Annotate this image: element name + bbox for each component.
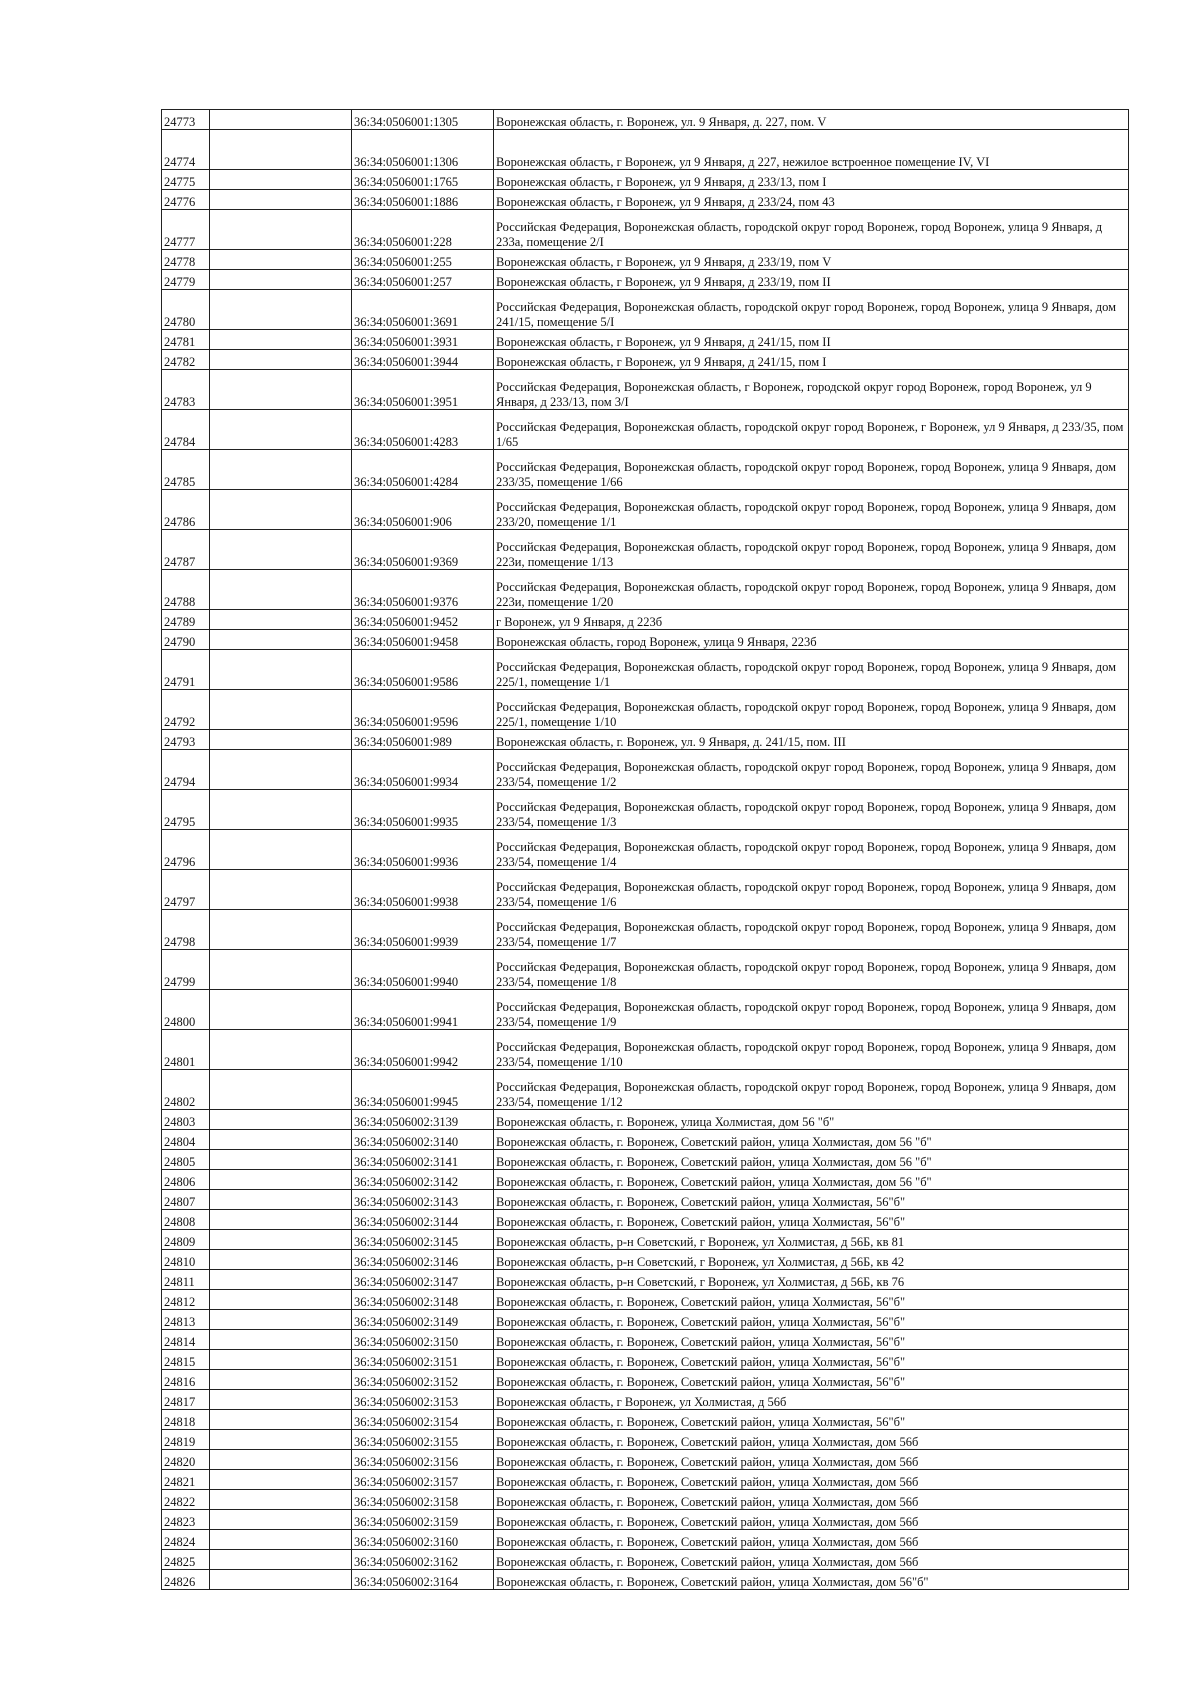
- address-cell: Воронежская область, г Воронеж, ул 9 Января, д 233/19, пом V: [494, 250, 1129, 270]
- row-number-cell: 24809: [162, 1230, 210, 1250]
- table-row: [162, 410, 1129, 450]
- cadastral-number-cell: 36:34:0506001:3951: [352, 370, 494, 410]
- empty-cell: [210, 1190, 352, 1210]
- row-number-cell: 24819: [162, 1430, 210, 1450]
- empty-cell: [210, 1410, 352, 1430]
- cadastral-number-cell: 36:34:0506001:9452: [352, 610, 494, 630]
- table-row: [162, 370, 1129, 410]
- address-cell: Воронежская область, р-н Советский, г Воронеж, ул Холмистая, д 56Б, кв 42: [494, 1250, 1129, 1270]
- row-number-cell: 24792: [162, 690, 210, 730]
- empty-cell: [210, 1570, 352, 1590]
- empty-cell: [210, 110, 352, 130]
- cadastral-number-cell: 36:34:0506002:3160: [352, 1530, 494, 1550]
- row-number-cell: 24784: [162, 410, 210, 450]
- property-table: [161, 109, 1129, 1590]
- row-number-cell: 24790: [162, 630, 210, 650]
- cadastral-number-cell: 36:34:0506001:989: [352, 730, 494, 750]
- empty-cell: [210, 1530, 352, 1550]
- cadastral-number-cell: 36:34:0506002:3159: [352, 1510, 494, 1530]
- cadastral-number-cell: 36:34:0506002:3157: [352, 1470, 494, 1490]
- address-cell: Воронежская область, г. Воронеж, улица Холмистая, дом 56 "б": [494, 1110, 1129, 1130]
- empty-cell: [210, 950, 352, 990]
- address-cell: Российская Федерация, Воронежская область, городской округ город Воронеж, город Воронеж, улица 9 Января, д 233а, помещение 2/I: [494, 210, 1129, 250]
- cadastral-number-cell: 36:34:0506002:3139: [352, 1110, 494, 1130]
- address-cell: Воронежская область, г. Воронеж, Советский район, улица Холмистая, 56"б": [494, 1310, 1129, 1330]
- cadastral-number-cell: 36:34:0506001:1305: [352, 110, 494, 130]
- empty-cell: [210, 1270, 352, 1290]
- empty-cell: [210, 1430, 352, 1450]
- cadastral-number-cell: 36:34:0506001:3931: [352, 330, 494, 350]
- table-row: [162, 950, 1129, 990]
- table-row: [162, 1410, 1129, 1430]
- row-number-cell: 24805: [162, 1150, 210, 1170]
- table-row: [162, 250, 1129, 270]
- address-cell: Воронежская область, г. Воронеж, Советский район, улица Холмистая, дом 56 "б": [494, 1130, 1129, 1150]
- empty-cell: [210, 650, 352, 690]
- address-cell: Воронежская область, г. Воронеж, Советский район, улица Холмистая, дом 56 "б": [494, 1150, 1129, 1170]
- row-number-cell: 24773: [162, 110, 210, 130]
- cadastral-number-cell: 36:34:0506001:255: [352, 250, 494, 270]
- row-number-cell: 24806: [162, 1170, 210, 1190]
- address-cell: Воронежская область, г. Воронеж, Советский район, улица Холмистая, дом 56б: [494, 1490, 1129, 1510]
- address-cell: Российская Федерация, Воронежская область, городской округ город Воронеж, город Воронеж, улица 9 Января, дом 233/54, помещение 1/8: [494, 950, 1129, 990]
- table-row: [162, 110, 1129, 130]
- address-cell: Воронежская область, г Воронеж, ул Холмистая, д 56б: [494, 1390, 1129, 1410]
- address-cell: Воронежская область, г. Воронеж, Советский район, улица Холмистая, дом 56б: [494, 1550, 1129, 1570]
- cadastral-number-cell: 36:34:0506001:3944: [352, 350, 494, 370]
- row-number-cell: 24776: [162, 190, 210, 210]
- empty-cell: [210, 1450, 352, 1470]
- table-row: [162, 1370, 1129, 1390]
- cadastral-number-cell: 36:34:0506002:3147: [352, 1270, 494, 1290]
- row-number-cell: 24817: [162, 1390, 210, 1410]
- table-row: [162, 1270, 1129, 1290]
- cadastral-number-cell: 36:34:0506001:1765: [352, 170, 494, 190]
- cadastral-number-cell: 36:34:0506001:1306: [352, 130, 494, 170]
- table-row: [162, 1530, 1129, 1550]
- empty-cell: [210, 1230, 352, 1250]
- empty-cell: [210, 1150, 352, 1170]
- table-row: [162, 490, 1129, 530]
- address-cell: Воронежская область, г Воронеж, ул 9 Января, д 241/15, пом II: [494, 330, 1129, 350]
- empty-cell: [210, 210, 352, 250]
- address-cell: Российская Федерация, Воронежская область, городской округ город Воронеж, город Воронеж, улица 9 Января, дом 233/20, помещение 1/1: [494, 490, 1129, 530]
- cadastral-number-cell: 36:34:0506001:9369: [352, 530, 494, 570]
- row-number-cell: 24812: [162, 1290, 210, 1310]
- address-cell: Российская Федерация, Воронежская область, городской округ город Воронеж, город Воронеж, улица 9 Января, дом 233/54, помещение 1/6: [494, 870, 1129, 910]
- cadastral-number-cell: 36:34:0506001:9942: [352, 1030, 494, 1070]
- row-number-cell: 24800: [162, 990, 210, 1030]
- table-row: [162, 1510, 1129, 1530]
- address-cell: г Воронеж, ул 9 Января, д 223б: [494, 610, 1129, 630]
- row-number-cell: 24796: [162, 830, 210, 870]
- address-cell: Воронежская область, г. Воронеж, Советский район, улица Холмистая, дом 56б: [494, 1450, 1129, 1470]
- address-cell: Российская Федерация, Воронежская область, городской округ город Воронеж, г Воронеж, ул 9 Января, д 233/35, пом 1/65: [494, 410, 1129, 450]
- cadastral-number-cell: 36:34:0506002:3140: [352, 1130, 494, 1150]
- table-row: [162, 210, 1129, 250]
- row-number-cell: 24822: [162, 1490, 210, 1510]
- row-number-cell: 24825: [162, 1550, 210, 1570]
- address-cell: Российская Федерация, Воронежская область, г Воронеж, городской округ город Воронеж, город Воронеж, ул 9 Января, д 233/13, пом 3/I: [494, 370, 1129, 410]
- address-cell: Воронежская область, г. Воронеж, Советский район, улица Холмистая, дом 56б: [494, 1430, 1129, 1450]
- row-number-cell: 24813: [162, 1310, 210, 1330]
- empty-cell: [210, 910, 352, 950]
- cadastral-number-cell: 36:34:0506002:3145: [352, 1230, 494, 1250]
- empty-cell: [210, 1470, 352, 1490]
- address-cell: Российская Федерация, Воронежская область, городской округ город Воронеж, город Воронеж, улица 9 Января, дом 233/54, помещение 1/10: [494, 1030, 1129, 1070]
- empty-cell: [210, 370, 352, 410]
- row-number-cell: 24788: [162, 570, 210, 610]
- table-row: [162, 1150, 1129, 1170]
- cadastral-number-cell: 36:34:0506001:4284: [352, 450, 494, 490]
- cadastral-number-cell: 36:34:0506002:3142: [352, 1170, 494, 1190]
- address-cell: Воронежская область, г. Воронеж, Советский район, улица Холмистая, 56"б": [494, 1210, 1129, 1230]
- row-number-cell: 24826: [162, 1570, 210, 1590]
- cadastral-number-cell: 36:34:0506001:9940: [352, 950, 494, 990]
- row-number-cell: 24785: [162, 450, 210, 490]
- address-cell: Воронежская область, р-н Советский, г Воронеж, ул Холмистая, д 56Б, кв 81: [494, 1230, 1129, 1250]
- address-cell: Российская Федерация, Воронежская область, городской округ город Воронеж, город Воронеж, улица 9 Января, дом 233/54, помещение 1/2: [494, 750, 1129, 790]
- address-cell: Воронежская область, г. Воронеж, Советский район, улица Холмистая, дом 56б: [494, 1530, 1129, 1550]
- empty-cell: [210, 490, 352, 530]
- empty-cell: [210, 790, 352, 830]
- empty-cell: [210, 1510, 352, 1530]
- row-number-cell: 24808: [162, 1210, 210, 1230]
- empty-cell: [210, 1170, 352, 1190]
- table-row: [162, 1030, 1129, 1070]
- empty-cell: [210, 730, 352, 750]
- table-row: [162, 1170, 1129, 1190]
- address-cell: Воронежская область, г. Воронеж, Советский район, улица Холмистая, дом 56б: [494, 1510, 1129, 1530]
- empty-cell: [210, 830, 352, 870]
- table-row: [162, 610, 1129, 630]
- table-row: [162, 1310, 1129, 1330]
- table-row: [162, 1110, 1129, 1130]
- empty-cell: [210, 610, 352, 630]
- cadastral-number-cell: 36:34:0506001:9939: [352, 910, 494, 950]
- cadastral-number-cell: 36:34:0506001:9936: [352, 830, 494, 870]
- table-row: [162, 730, 1129, 750]
- address-cell: Российская Федерация, Воронежская область, городской округ город Воронеж, город Воронеж, улица 9 Января, дом 223и, помещение 1/20: [494, 570, 1129, 610]
- empty-cell: [210, 870, 352, 910]
- table-row: [162, 1490, 1129, 1510]
- address-cell: Воронежская область, г Воронеж, ул 9 Января, д 233/13, пом I: [494, 170, 1129, 190]
- row-number-cell: 24786: [162, 490, 210, 530]
- address-cell: Воронежская область, р-н Советский, г Воронеж, ул Холмистая, д 56Б, кв 76: [494, 1270, 1129, 1290]
- address-cell: Воронежская область, г Воронеж, ул 9 Января, д 233/24, пом 43: [494, 190, 1129, 210]
- row-number-cell: 24814: [162, 1330, 210, 1350]
- address-cell: Российская Федерация, Воронежская область, городской округ город Воронеж, город Воронеж, улица 9 Января, дом 233/54, помещение 1/7: [494, 910, 1129, 950]
- row-number-cell: 24821: [162, 1470, 210, 1490]
- address-cell: Воронежская область, г. Воронеж, ул. 9 Января, д. 227, пом. V: [494, 110, 1129, 130]
- row-number-cell: 24803: [162, 1110, 210, 1130]
- row-number-cell: 24802: [162, 1070, 210, 1110]
- empty-cell: [210, 170, 352, 190]
- address-cell: Российская Федерация, Воронежская область, городской округ город Воронеж, город Воронеж, улица 9 Января, дом 223и, помещение 1/13: [494, 530, 1129, 570]
- cadastral-number-cell: 36:34:0506002:3162: [352, 1550, 494, 1570]
- cadastral-number-cell: 36:34:0506002:3164: [352, 1570, 494, 1590]
- empty-cell: [210, 130, 352, 170]
- table-row: [162, 1230, 1129, 1250]
- row-number-cell: 24804: [162, 1130, 210, 1150]
- empty-cell: [210, 330, 352, 350]
- address-cell: Воронежская область, г. Воронеж, Советский район, улица Холмистая, 56"б": [494, 1330, 1129, 1350]
- row-number-cell: 24823: [162, 1510, 210, 1530]
- table-row: [162, 990, 1129, 1030]
- row-number-cell: 24789: [162, 610, 210, 630]
- address-cell: Российская Федерация, Воронежская область, городской округ город Воронеж, город Воронеж, улица 9 Января, дом 233/35, помещение 1/66: [494, 450, 1129, 490]
- empty-cell: [210, 1330, 352, 1350]
- row-number-cell: 24820: [162, 1450, 210, 1470]
- empty-cell: [210, 410, 352, 450]
- table-row: [162, 170, 1129, 190]
- empty-cell: [210, 1210, 352, 1230]
- cadastral-number-cell: 36:34:0506002:3150: [352, 1330, 494, 1350]
- table-row: [162, 630, 1129, 650]
- empty-cell: [210, 270, 352, 290]
- empty-cell: [210, 190, 352, 210]
- address-cell: Воронежская область, г. Воронеж, Советский район, улица Холмистая, 56"б": [494, 1370, 1129, 1390]
- row-number-cell: 24778: [162, 250, 210, 270]
- row-number-cell: 24810: [162, 1250, 210, 1270]
- cadastral-number-cell: 36:34:0506001:3691: [352, 290, 494, 330]
- table-row: [162, 750, 1129, 790]
- cadastral-number-cell: 36:34:0506001:9376: [352, 570, 494, 610]
- address-cell: Воронежская область, г Воронеж, ул 9 Января, д 227, нежилое встроенное помещение IV, VI: [494, 130, 1129, 170]
- row-number-cell: 24795: [162, 790, 210, 830]
- cadastral-number-cell: 36:34:0506002:3151: [352, 1350, 494, 1370]
- table-row: [162, 1330, 1129, 1350]
- empty-cell: [210, 690, 352, 730]
- cadastral-number-cell: 36:34:0506002:3155: [352, 1430, 494, 1450]
- cadastral-number-cell: 36:34:0506002:3148: [352, 1290, 494, 1310]
- row-number-cell: 24791: [162, 650, 210, 690]
- row-number-cell: 24781: [162, 330, 210, 350]
- address-cell: Российская Федерация, Воронежская область, городской округ город Воронеж, город Воронеж, улица 9 Января, дом 233/54, помещение 1/12: [494, 1070, 1129, 1110]
- address-cell: Воронежская область, г. Воронеж, Советский район, улица Холмистая, 56"б": [494, 1290, 1129, 1310]
- row-number-cell: 24775: [162, 170, 210, 190]
- address-cell: Воронежская область, г. Воронеж, Советский район, улица Холмистая, 56"б": [494, 1350, 1129, 1370]
- table-row: [162, 870, 1129, 910]
- row-number-cell: 24797: [162, 870, 210, 910]
- address-cell: Российская Федерация, Воронежская область, городской округ город Воронеж, город Воронеж, улица 9 Января, дом 233/54, помещение 1/9: [494, 990, 1129, 1030]
- table-row: [162, 330, 1129, 350]
- cadastral-number-cell: 36:34:0506001:9586: [352, 650, 494, 690]
- row-number-cell: 24780: [162, 290, 210, 330]
- address-cell: Воронежская область, г Воронеж, ул 9 Января, д 233/19, пом II: [494, 270, 1129, 290]
- empty-cell: [210, 990, 352, 1030]
- table-row: [162, 1470, 1129, 1490]
- empty-cell: [210, 570, 352, 610]
- address-cell: Воронежская область, г. Воронеж, Советский район, улица Холмистая, дом 56б: [494, 1470, 1129, 1490]
- address-cell: Российская Федерация, Воронежская область, городской округ город Воронеж, город Воронеж, улица 9 Января, дом 233/54, помещение 1/3: [494, 790, 1129, 830]
- table-row: [162, 1250, 1129, 1270]
- empty-cell: [210, 450, 352, 490]
- table-row: [162, 1290, 1129, 1310]
- empty-cell: [210, 1070, 352, 1110]
- empty-cell: [210, 750, 352, 790]
- cadastral-number-cell: 36:34:0506001:906: [352, 490, 494, 530]
- empty-cell: [210, 1250, 352, 1270]
- empty-cell: [210, 530, 352, 570]
- row-number-cell: 24774: [162, 130, 210, 170]
- table-row: [162, 130, 1129, 170]
- cadastral-number-cell: 36:34:0506001:9945: [352, 1070, 494, 1110]
- table-row: [162, 1570, 1129, 1590]
- empty-cell: [210, 630, 352, 650]
- row-number-cell: 24816: [162, 1370, 210, 1390]
- address-cell: Воронежская область, г. Воронеж, ул. 9 Января, д. 241/15, пом. III: [494, 730, 1129, 750]
- row-number-cell: 24793: [162, 730, 210, 750]
- table-row: [162, 1210, 1129, 1230]
- cadastral-number-cell: 36:34:0506001:228: [352, 210, 494, 250]
- row-number-cell: 24799: [162, 950, 210, 990]
- row-number-cell: 24815: [162, 1350, 210, 1370]
- cadastral-number-cell: 36:34:0506002:3143: [352, 1190, 494, 1210]
- cadastral-number-cell: 36:34:0506001:9935: [352, 790, 494, 830]
- cadastral-number-cell: 36:34:0506001:9458: [352, 630, 494, 650]
- cadastral-number-cell: 36:34:0506002:3156: [352, 1450, 494, 1470]
- address-cell: Воронежская область, город Воронеж, улица 9 Января, 223б: [494, 630, 1129, 650]
- table-row: [162, 790, 1129, 830]
- empty-cell: [210, 1490, 352, 1510]
- cadastral-number-cell: 36:34:0506001:9941: [352, 990, 494, 1030]
- empty-cell: [210, 1390, 352, 1410]
- row-number-cell: 24801: [162, 1030, 210, 1070]
- address-cell: Воронежская область, г. Воронеж, Советский район, улица Холмистая, дом 56 "б": [494, 1170, 1129, 1190]
- table-row: [162, 1430, 1129, 1450]
- cadastral-number-cell: 36:34:0506002:3152: [352, 1370, 494, 1390]
- row-number-cell: 24794: [162, 750, 210, 790]
- table-row: [162, 1550, 1129, 1570]
- empty-cell: [210, 1550, 352, 1570]
- table-row: [162, 830, 1129, 870]
- address-cell: Воронежская область, г. Воронеж, Советский район, улица Холмистая, 56"б": [494, 1410, 1129, 1430]
- row-number-cell: 24787: [162, 530, 210, 570]
- cadastral-number-cell: 36:34:0506002:3158: [352, 1490, 494, 1510]
- address-cell: Воронежская область, г. Воронеж, Советский район, улица Холмистая, 56"б": [494, 1190, 1129, 1210]
- table-row: [162, 1130, 1129, 1150]
- row-number-cell: 24779: [162, 270, 210, 290]
- cadastral-number-cell: 36:34:0506002:3154: [352, 1410, 494, 1430]
- address-cell: Российская Федерация, Воронежская область, городской округ город Воронеж, город Воронеж, улица 9 Января, дом 241/15, помещение 5/I: [494, 290, 1129, 330]
- address-cell: Российская Федерация, Воронежская область, городской округ город Воронеж, город Воронеж, улица 9 Января, дом 233/54, помещение 1/4: [494, 830, 1129, 870]
- row-number-cell: 24783: [162, 370, 210, 410]
- address-cell: Российская Федерация, Воронежская область, городской округ город Воронеж, город Воронеж, улица 9 Января, дом 225/1, помещение 1/1: [494, 650, 1129, 690]
- cadastral-number-cell: 36:34:0506002:3146: [352, 1250, 494, 1270]
- cadastral-number-cell: 36:34:0506001:1886: [352, 190, 494, 210]
- row-number-cell: 24818: [162, 1410, 210, 1430]
- empty-cell: [210, 1310, 352, 1330]
- table-row: [162, 650, 1129, 690]
- empty-cell: [210, 350, 352, 370]
- cadastral-number-cell: 36:34:0506001:257: [352, 270, 494, 290]
- table-row: [162, 1350, 1129, 1370]
- table-row: [162, 1190, 1129, 1210]
- table-row: [162, 450, 1129, 490]
- empty-cell: [210, 1030, 352, 1070]
- row-number-cell: 24811: [162, 1270, 210, 1290]
- address-cell: Воронежская область, г. Воронеж, Советский район, улица Холмистая, дом 56"б": [494, 1570, 1129, 1590]
- cadastral-number-cell: 36:34:0506001:9596: [352, 690, 494, 730]
- cadastral-number-cell: 36:34:0506002:3153: [352, 1390, 494, 1410]
- cadastral-number-cell: 36:34:0506001:9934: [352, 750, 494, 790]
- cadastral-number-cell: 36:34:0506001:4283: [352, 410, 494, 450]
- cadastral-number-cell: 36:34:0506001:9938: [352, 870, 494, 910]
- address-cell: Российская Федерация, Воронежская область, городской округ город Воронеж, город Воронеж, улица 9 Января, дом 225/1, помещение 1/10: [494, 690, 1129, 730]
- address-cell: Воронежская область, г Воронеж, ул 9 Января, д 241/15, пом I: [494, 350, 1129, 370]
- cadastral-number-cell: 36:34:0506002:3144: [352, 1210, 494, 1230]
- empty-cell: [210, 250, 352, 270]
- empty-cell: [210, 1350, 352, 1370]
- table-row: [162, 1450, 1129, 1470]
- cadastral-number-cell: 36:34:0506002:3141: [352, 1150, 494, 1170]
- table-row: [162, 290, 1129, 330]
- cadastral-number-cell: 36:34:0506002:3149: [352, 1310, 494, 1330]
- table-row: [162, 690, 1129, 730]
- table-row: [162, 530, 1129, 570]
- empty-cell: [210, 1370, 352, 1390]
- empty-cell: [210, 1290, 352, 1310]
- table-row: [162, 910, 1129, 950]
- row-number-cell: 24798: [162, 910, 210, 950]
- table-row: [162, 350, 1129, 370]
- row-number-cell: 24824: [162, 1530, 210, 1550]
- property-table-body: [162, 110, 1129, 1590]
- table-row: [162, 1070, 1129, 1110]
- row-number-cell: 24782: [162, 350, 210, 370]
- table-row: [162, 570, 1129, 610]
- table-row: [162, 1390, 1129, 1410]
- table-row: [162, 270, 1129, 290]
- table-row: [162, 190, 1129, 210]
- row-number-cell: 24807: [162, 1190, 210, 1210]
- row-number-cell: 24777: [162, 210, 210, 250]
- empty-cell: [210, 1130, 352, 1150]
- empty-cell: [210, 1110, 352, 1130]
- empty-cell: [210, 290, 352, 330]
